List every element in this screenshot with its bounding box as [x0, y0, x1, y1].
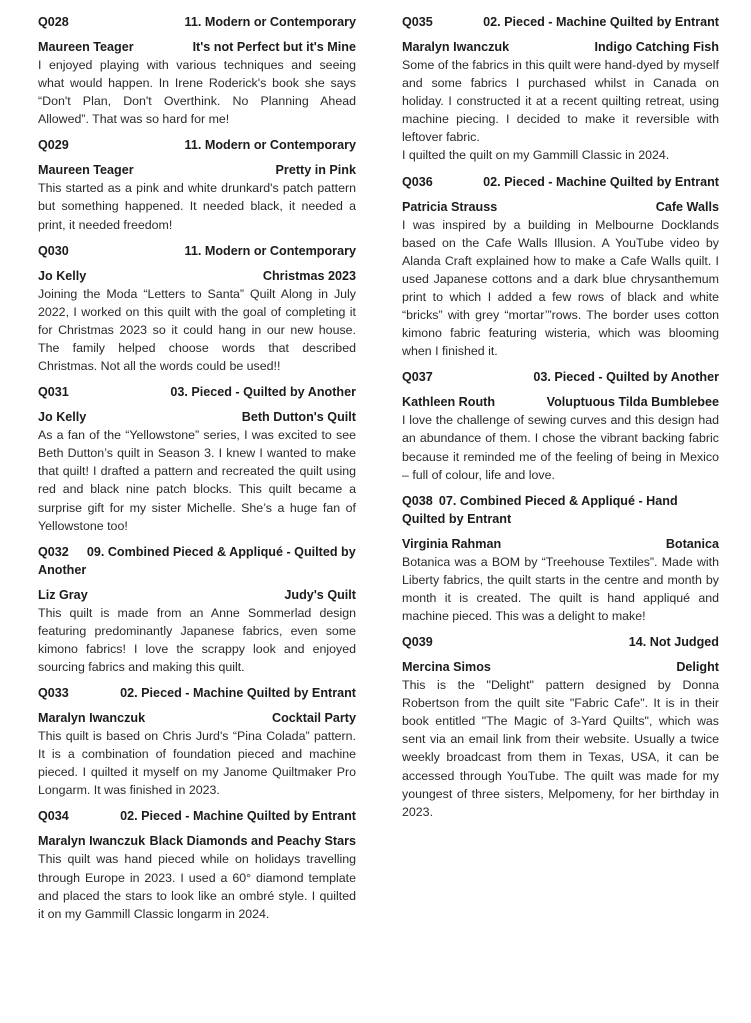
entry-description	[402, 216, 719, 361]
entry-title: Black Diamonds and Peachy Stars	[149, 834, 356, 849]
description-paragraph: Joining the Moda “Letters to Santa” Quilt Along in July 2022, I worked on this quilt with the goal of completing it for Christmas 2023 so it could hang in our new house. The family helped choose words that described Christmas. Not all the words could be used!!	[38, 286, 356, 374]
entry-maker: Maralyn Iwanczuk	[402, 40, 510, 54]
left-column	[38, 13, 356, 931]
quilt-entry-q028	[38, 13, 356, 128]
quilt-entry-q033	[38, 684, 356, 799]
entry-description	[38, 604, 356, 676]
entry-subheader	[402, 198, 719, 216]
description-paragraph: I was inspired by a building in Melbourne Docklands based on the Cafe Walls Illusion. A YouTube video by Alanda Craft explained how to make a Cafe Walls quilt. I used Japanese cottons and a dark blue chrysanthemum print to which I added a few rows of black and white “bricks” with grey “mortar’”rows. The border uses cotton kimono fabric featuring wisteria, which was blooming when I finished it.	[402, 217, 719, 359]
entry-maker: Kathleen Routh	[402, 395, 496, 410]
entry-description	[38, 850, 356, 922]
entry-description	[402, 411, 719, 483]
entry-subheader	[402, 535, 719, 553]
entry-description	[38, 727, 356, 799]
entry-id: Q033	[38, 686, 69, 701]
entry-category: 02. Pieced - Machine Quilted by Entrant	[120, 809, 356, 824]
entry-subheader	[402, 658, 719, 676]
description-paragraph: Botanica was a BOM by “Treehouse Textiles”. Made with Liberty fabrics, the quilt starts in the centre and month by month it is created. The quilt is hand appliqué and machine pieced. This was a delight to make!	[402, 554, 719, 623]
entry-header	[402, 492, 719, 528]
entry-id: Q030	[38, 243, 69, 258]
entry-id: Q037	[402, 370, 433, 385]
entry-id: Q031	[38, 385, 69, 400]
entry-title: It's not Perfect but it's Mine	[192, 40, 356, 54]
quilt-entry-q035	[402, 13, 719, 165]
entry-maker: Maureen Teager	[38, 40, 134, 54]
description-paragraph: This is the "Delight" pattern designed by Donna Robertson from the quilt site "Fabric Cafe". It is in their book entitled "The Magic of 3-Yard Quilts", which was sent via an email link from their website. Usually a twice weekly broadcast from them in Texas, USA, it can be accessed through YouTube. The quilt was made for my youngest of three sisters, Melpomeny, for her birthday in 2023.	[402, 678, 719, 819]
entry-description	[38, 285, 356, 375]
entry-id: Q029	[38, 138, 69, 153]
entry-header	[38, 136, 356, 154]
quilt-entry-q031	[38, 383, 356, 535]
entry-maker: Jo Kelly	[38, 268, 87, 283]
quilt-entry-q036	[402, 173, 719, 361]
quilt-entry-q034	[38, 807, 356, 922]
entry-description	[402, 553, 719, 625]
entry-maker: Maralyn Iwanczuk	[38, 711, 146, 726]
entry-description	[38, 179, 356, 233]
quilt-entry-q029	[38, 136, 356, 233]
entry-maker: Patricia Strauss	[402, 199, 498, 214]
entry-maker: Maralyn Iwanczuk	[38, 834, 146, 849]
entry-subheader	[38, 408, 356, 426]
entry-description	[402, 56, 719, 165]
quilt-entry-q037	[402, 368, 719, 483]
entry-header	[38, 13, 356, 31]
entry-header	[38, 383, 356, 401]
description-paragraph: This quilt is based on Chris Jurd's “Pina Colada” pattern. It is a combination of foundation pieced and machine pieced. I quilted it myself on my Janome Quiltmaker Pro Longarm. It was finished in 2023.	[38, 729, 356, 798]
entry-title: Botanica	[665, 536, 719, 551]
entry-category: 03. Pieced - Quilted by Another	[533, 370, 719, 385]
entry-category: 09. Combined Pieced & Appliqué - Quilted by Another	[38, 544, 356, 577]
entry-id: Q028	[38, 15, 69, 29]
entry-header	[38, 684, 356, 702]
description-paragraph: This quilt was hand pieced while on holidays travelling through Europe in 2023. I used a 60° diamond template and placed the stars to look like an ombré style. I quilted it on my Gammill Classic longarm in 2024.	[38, 852, 356, 921]
quilt-entry-q030	[38, 242, 356, 375]
entry-subheader	[38, 709, 356, 727]
entry-maker: Jo Kelly	[38, 410, 87, 425]
entry-category: 11. Modern or Contemporary	[184, 138, 356, 153]
entry-id: Q035	[402, 15, 433, 29]
entry-title: Voluptuous Tilda Bumblebee	[546, 395, 719, 410]
entry-id: Q036	[402, 174, 433, 189]
entry-id: Q032	[38, 544, 69, 559]
entry-title: Pretty in Pink	[275, 163, 356, 178]
entry-header	[38, 807, 356, 825]
entry-description	[38, 426, 356, 535]
entry-category: 02. Pieced - Machine Quilted by Entrant	[120, 686, 356, 701]
quilt-entry-q039	[402, 633, 719, 821]
entry-title: Indigo Catching Fish	[594, 40, 719, 54]
entry-id: Q034	[38, 809, 69, 824]
entry-title: Beth Dutton's Quilt	[241, 410, 356, 425]
description-paragraph: I love the challenge of sewing curves and this design had an abundance of them. I chose the vibrant backing fabric because it reminded me of the feeling of being in Mexico – full of colour, life and love.	[402, 413, 719, 482]
entry-subheader	[402, 393, 719, 411]
entry-category: 02. Pieced - Machine Quilted by Entrant	[483, 15, 719, 29]
entry-title: Cocktail Party	[272, 711, 356, 726]
entry-header	[402, 368, 719, 386]
description-paragraph: This quilt is made from an Anne Sommerlad design featuring predominantly Japanese fabrics, even some kimono fabrics! I love the scrappy look and enjoyed sourcing fabrics and making this quilt.	[38, 605, 356, 674]
entry-subheader	[402, 38, 719, 56]
entry-header	[402, 173, 719, 191]
entry-header	[38, 242, 356, 260]
entry-subheader	[38, 267, 356, 285]
entry-subheader	[38, 38, 356, 56]
entry-subheader	[38, 832, 356, 850]
quilt-entry-q032	[38, 543, 356, 676]
entry-category: 02. Pieced - Machine Quilted by Entrant	[483, 174, 719, 189]
entry-description	[38, 56, 356, 128]
entry-id: Q039	[402, 635, 433, 650]
description-paragraph: As a fan of the “Yellowstone” series, I was excited to see Beth Dutton’s quilt in Season 3. I knew I wanted to make that quilt! I drafted a pattern and recreated the quilt using red and black nine patch blocks. This quilt became a surprise gift for my sister Michelle. She’s a huge fan of Yellowstone too!	[38, 428, 356, 533]
entry-maker: Virginia Rahman	[402, 536, 502, 551]
entry-category: 14. Not Judged	[628, 635, 719, 650]
entry-title: Christmas 2023	[262, 268, 356, 283]
right-column	[402, 13, 719, 829]
entry-id: Q038	[402, 493, 433, 508]
description-paragraph: Some of the fabrics in this quilt were hand-dyed by myself and some fabrics I purchased whilst in Canada on holiday. I constructed it at a recent quilting retreat, using machine piecing. I decided to make it reversible with leftover fabric.	[402, 58, 719, 145]
quilt-entry-q038	[402, 492, 719, 625]
entry-maker: Maureen Teager	[38, 163, 134, 178]
entry-description	[402, 676, 719, 821]
description-paragraph: I enjoyed playing with various techniques and seeing what would happen. In Irene Roderick's book she says “Don't Plan, Don't Overthink. No Planning Ahead Allowed”. That was so hard for me!	[38, 58, 356, 127]
entry-subheader	[38, 161, 356, 179]
entry-subheader	[38, 586, 356, 604]
entry-header	[38, 543, 356, 579]
entry-title: Cafe Walls	[655, 199, 719, 214]
entry-maker: Mercina Simos	[402, 660, 491, 675]
entry-header	[402, 13, 719, 31]
entry-maker: Liz Gray	[38, 587, 88, 602]
entry-category: 11. Modern or Contemporary	[184, 15, 356, 29]
entry-category: 11. Modern or Contemporary	[184, 243, 356, 258]
entry-category: 07. Combined Pieced & Appliqué - Hand Quilted by Entrant	[402, 493, 678, 526]
description-paragraph: I quilted the quilt on my Gammill Classic in 2024.	[402, 148, 670, 163]
entry-header	[402, 633, 719, 651]
description-paragraph: This started as a pink and white drunkard's patch pattern but something happened. It needed black, it needed a print, it needed freedom!	[38, 181, 356, 232]
entry-title: Judy's Quilt	[284, 587, 356, 602]
entry-category: 03. Pieced - Quilted by Another	[170, 385, 356, 400]
entry-title: Delight	[676, 660, 719, 675]
